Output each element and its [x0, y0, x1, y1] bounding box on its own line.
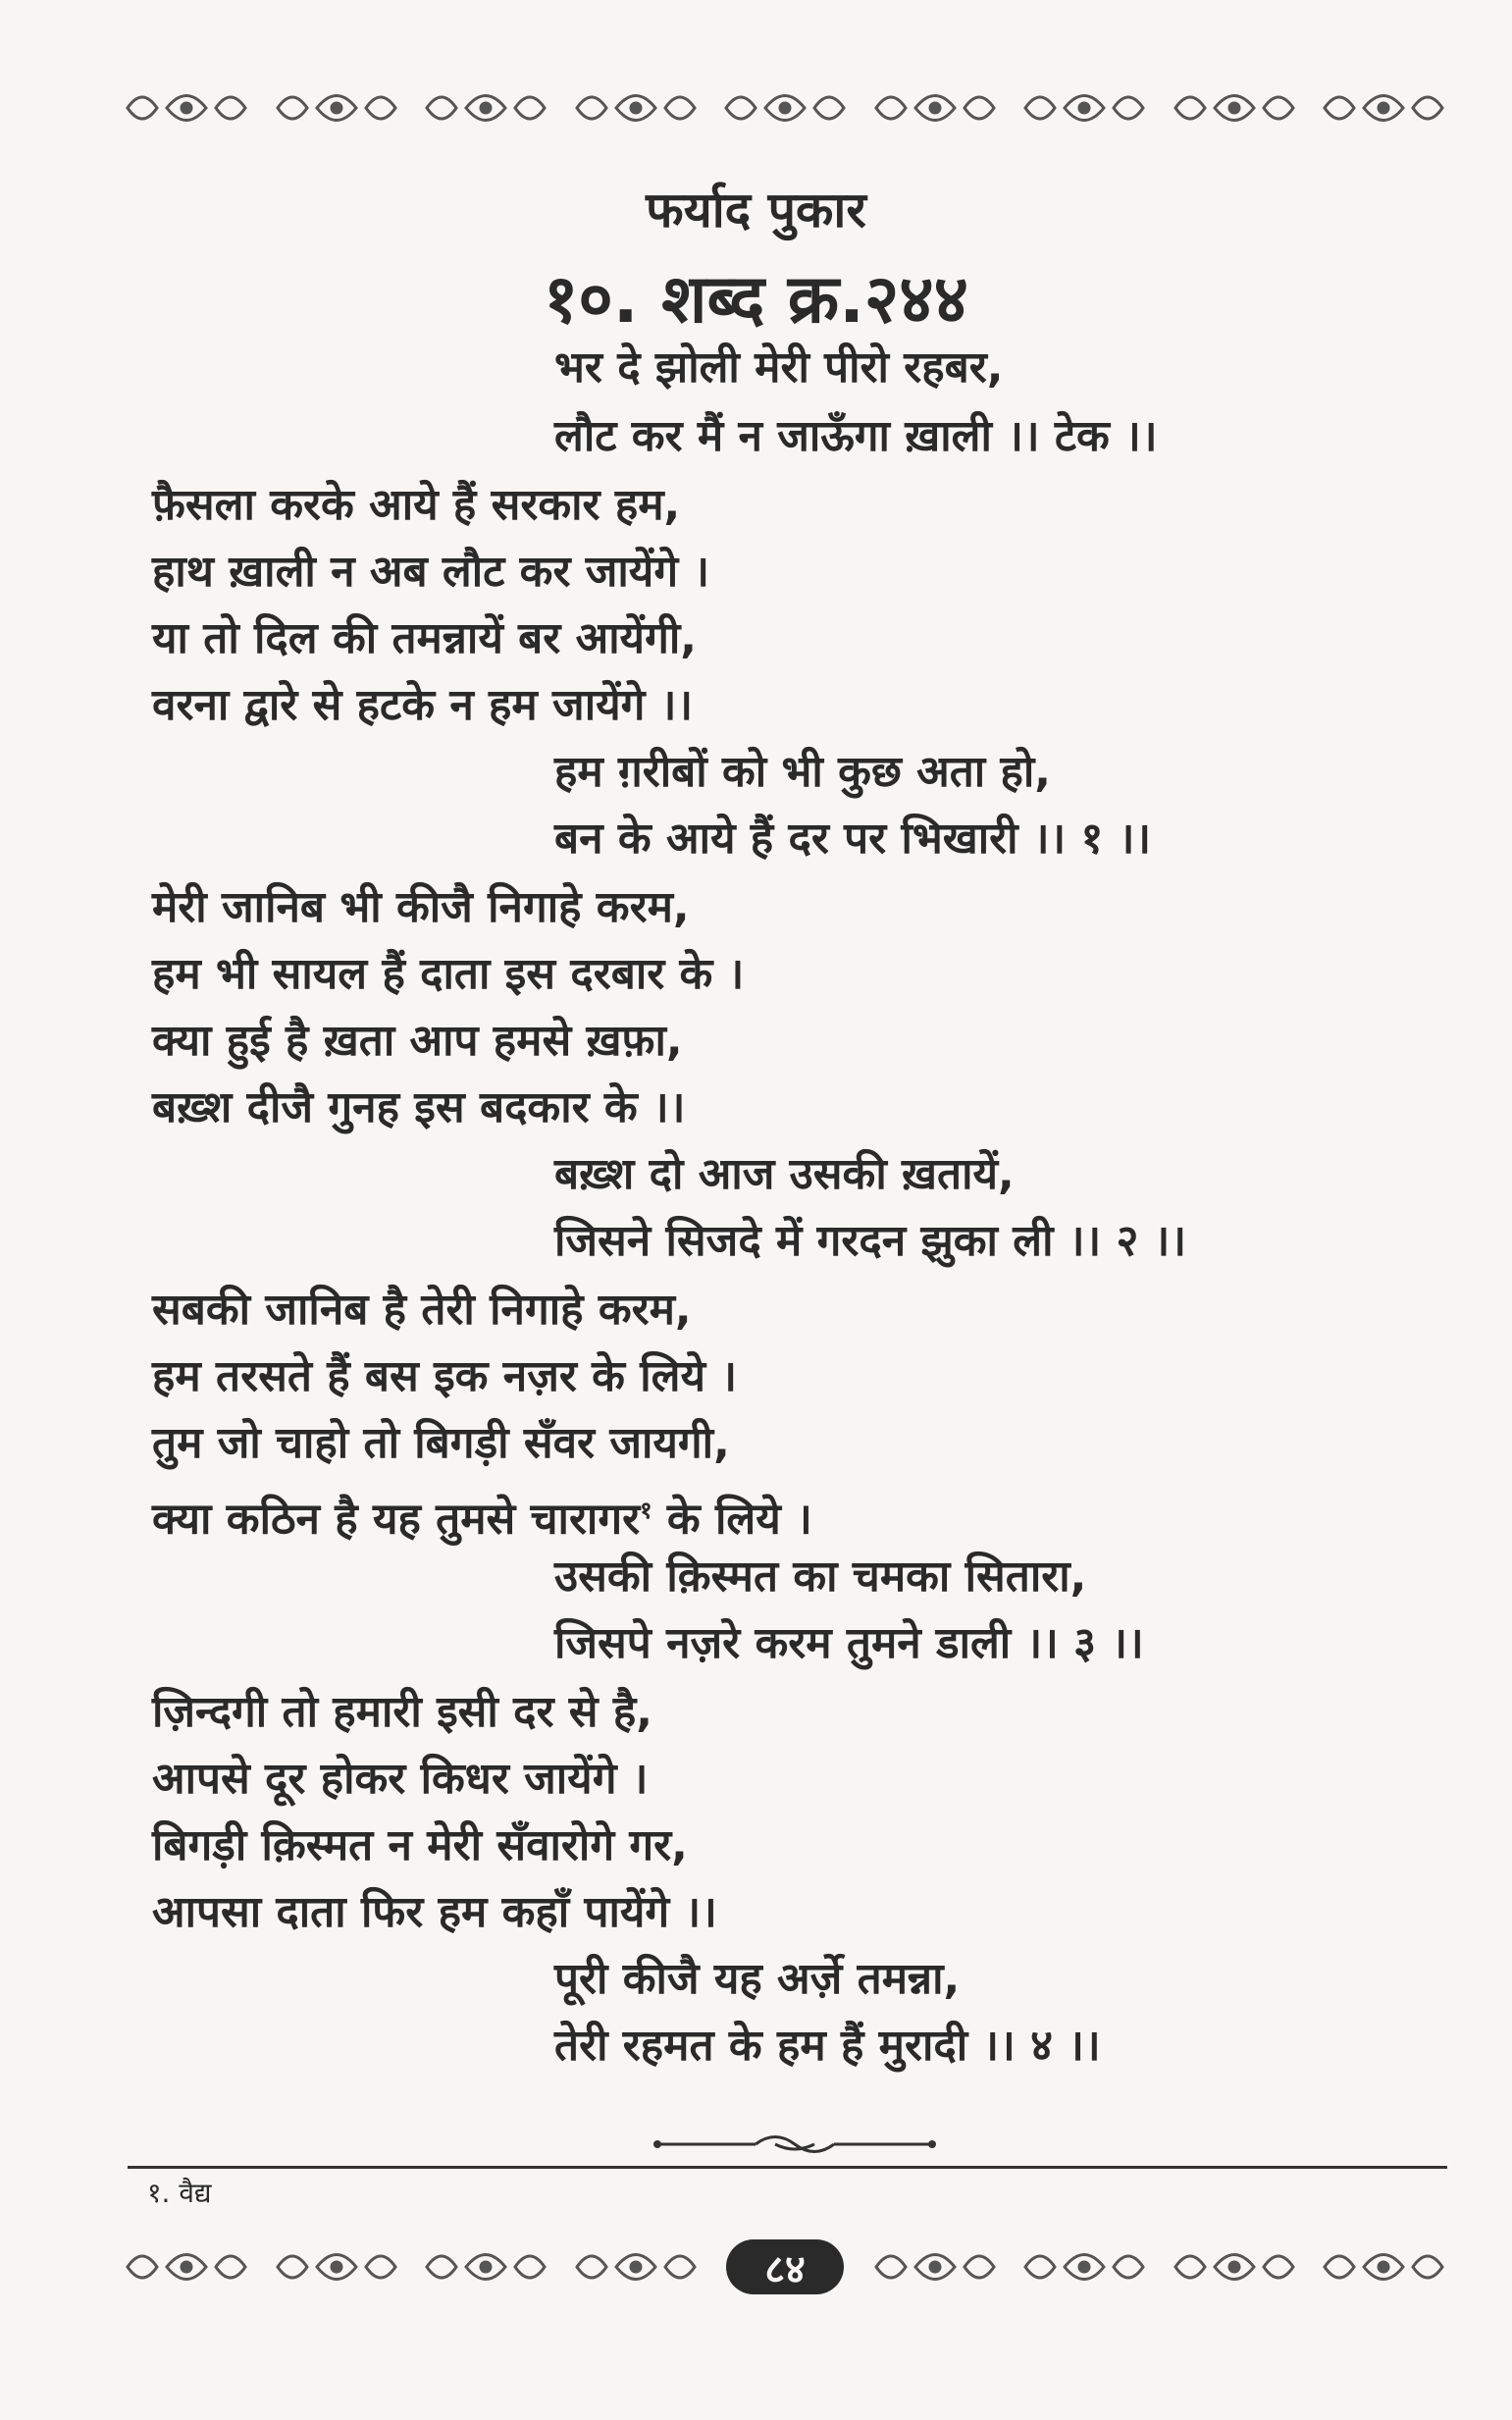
verse-line-tail: के लिये । [666, 1494, 812, 1545]
verse-line: आपसे दूर होकर किधर जायेंगे । [152, 1754, 649, 1804]
verse-line: हम भी सायल हैं दाता इस दरबार के । [152, 949, 745, 999]
ornament-icon [417, 2237, 554, 2296]
flourish-icon [648, 2125, 942, 2164]
ornament-icon [1166, 79, 1303, 137]
top-ornamental-border [118, 79, 1452, 137]
verse-line: ज़िन्दगी तो हमारी इसी दर से है, [152, 1687, 652, 1737]
ornament-icon [866, 79, 1004, 137]
ornament-icon [1016, 2237, 1153, 2296]
ornament-icon [716, 79, 854, 137]
refrain-line: जिसने सिजदे में गरदन झुका ली ।। २ ।। [554, 1216, 1187, 1266]
verse-line: तुम जो चाहो तो बिगड़ी सँवर जायगी, [152, 1418, 730, 1468]
footnote-text: १. वैद्य [147, 2177, 212, 2209]
ornament-icon [118, 2237, 255, 2296]
refrain-line: हम ग़रीबों को भी कुछ अता हो, [554, 747, 1051, 797]
ornament-icon [866, 2237, 1004, 2296]
ornament-icon [1016, 79, 1153, 137]
refrain-line: जिसपे नज़रे करम तुमने डाली ।। ३ ।। [554, 1618, 1144, 1668]
verse-line-text: क्या कठिन है यह तुमसे चारागर [152, 1494, 641, 1545]
verse-line: हाथ ख़ाली न अब लौट कर जायेंगे । [152, 547, 710, 597]
hymn-title: १०. शब्द क्र.२४४ [543, 261, 969, 339]
ornament-icon [118, 79, 255, 137]
tek-line: भर दे झोली मेरी पीरो रहबर, [554, 342, 1004, 393]
verse-line: हम तरसते हैं बस इक नज़र के लिये । [152, 1351, 738, 1401]
ornament-icon [417, 79, 554, 137]
refrain-line: पूरी कीजै यह अर्ज़े तमन्ना, [554, 1954, 961, 2004]
verse-line: वरना द्वारे से हटके न हम जायेंगे ।। [152, 680, 694, 730]
ornament-icon [1315, 2237, 1452, 2296]
verse-line [152, 1481, 812, 1550]
footnote-divider [128, 2166, 1447, 2169]
ornament-icon [1315, 79, 1452, 137]
ornament-icon [567, 79, 704, 137]
ornament-icon [567, 2237, 704, 2296]
page-number: ८४ [764, 2246, 806, 2292]
page-number-badge [726, 2239, 844, 2294]
verse-line: बख़्श दीजै गुनह इस बदकार के ।। [152, 1082, 686, 1132]
refrain-line: बख़्श दो आज उसकी ख़तायें, [554, 1149, 1015, 1199]
verse-line: बिगड़ी क़िस्मत न मेरी सँवारोगे गर, [152, 1820, 688, 1870]
verse-line: या तो दिल की तमन्नायें बर आयेंगी, [152, 613, 697, 663]
verse-line: मेरी जानिब भी कीजै निगाहे करम, [152, 882, 690, 932]
tek-line: लौट कर मैं न जाऊँगा ख़ाली ।। टेक ।। [554, 411, 1158, 461]
verse-line: फ़ैसला करके आये हैं सरकार हम, [152, 480, 681, 530]
ornament-icon [1166, 2237, 1303, 2296]
verse-line: सबकी जानिब है तेरी निगाहे करम, [152, 1285, 692, 1335]
refrain-line: बन के आये हैं दर पर भिखारी ।। १ ।। [554, 814, 1152, 864]
ornament-icon [268, 2237, 405, 2296]
ornament-icon [268, 79, 405, 137]
footnote-marker: १ [640, 1497, 652, 1524]
refrain-line: तेरी रहमत के हम हैं मुरादी ।। ४ ।। [554, 2021, 1101, 2071]
refrain-line: उसकी क़िस्मत का चमका सितारा, [554, 1552, 1087, 1602]
verse-line: क्या हुई है ख़ता आप हमसे ख़फ़ा, [152, 1016, 683, 1066]
verse-line: आपसा दाता फिर हम कहाँ पायेंगे ।। [152, 1887, 717, 1937]
section-subtitle: फर्याद पुकार [646, 182, 866, 238]
